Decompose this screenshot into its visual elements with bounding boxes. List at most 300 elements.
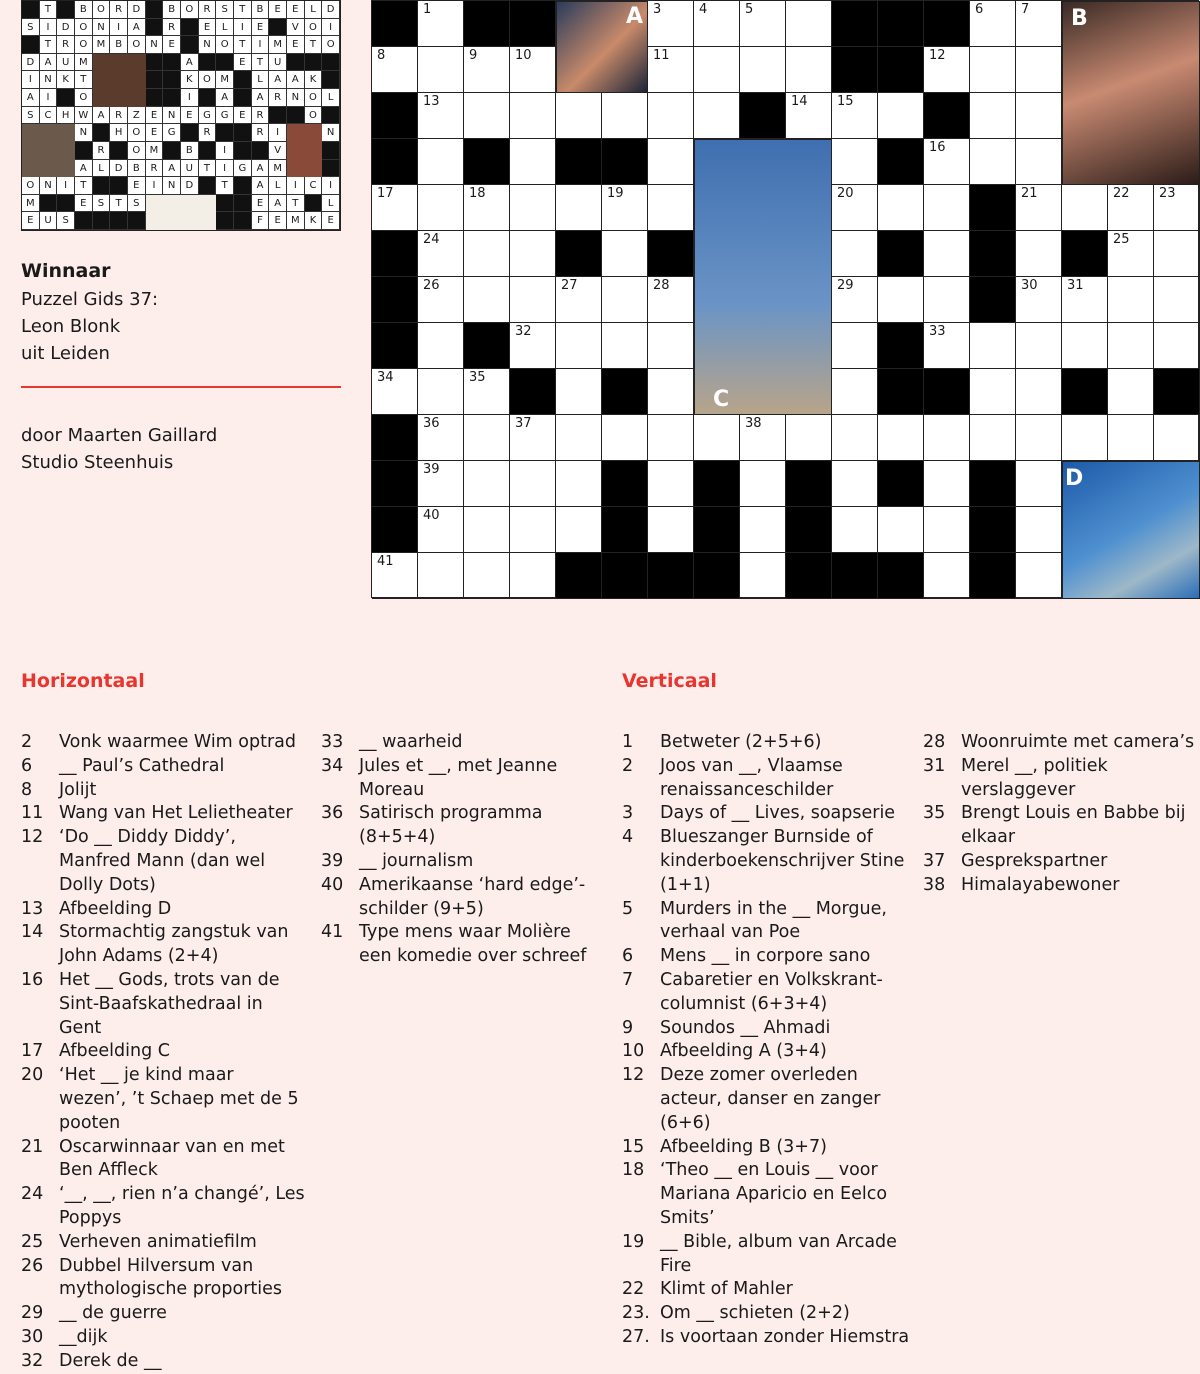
grid-cell[interactable] [418, 139, 464, 185]
solution-black-cell [322, 54, 340, 72]
grid-cell[interactable] [556, 93, 602, 139]
grid-cell[interactable] [1062, 323, 1108, 369]
grid-cell[interactable] [1016, 323, 1062, 369]
solution-cell: M [287, 212, 305, 230]
clue-item-number: 28 [923, 732, 946, 752]
grid-cell[interactable] [924, 231, 970, 277]
grid-cell[interactable] [786, 415, 832, 461]
grid-cell[interactable] [970, 1, 1016, 47]
grid-cell[interactable] [740, 461, 786, 507]
clue-number: 3 [653, 2, 662, 17]
solution-cell: L [93, 160, 111, 178]
grid-cell[interactable] [1108, 415, 1154, 461]
grid-cell[interactable] [648, 47, 694, 93]
clue-item-text: Stormachtig zangstuk van John Adams (2+4) [59, 922, 289, 967]
solution-cell: M [269, 36, 287, 54]
winner-line: uit Leiden [21, 343, 110, 364]
grid-cell[interactable] [510, 277, 556, 323]
solution-black-cell [146, 89, 164, 107]
black-cell [786, 553, 832, 599]
solution-photo [93, 54, 146, 107]
grid-cell[interactable] [510, 323, 556, 369]
grid-cell[interactable] [556, 185, 602, 231]
grid-cell[interactable] [740, 553, 786, 599]
solution-cell: T [305, 36, 323, 54]
grid-cell[interactable] [924, 553, 970, 599]
clue-item-text: ‘__, __, rien n’a changé’, Les Poppys [59, 1184, 305, 1228]
grid-cell[interactable] [464, 415, 510, 461]
clue-item-number: 12 [21, 827, 44, 848]
solution-cell: T [252, 54, 270, 72]
grid-cell[interactable] [1016, 139, 1062, 185]
clue-item-text: Betweter (2+5+6) [660, 732, 822, 752]
grid-cell[interactable] [556, 507, 602, 553]
grid-cell[interactable] [648, 323, 694, 369]
grid-cell[interactable] [1108, 277, 1154, 323]
clue-item [21, 1350, 306, 1374]
solution-cell: M [269, 160, 287, 178]
clue-item [321, 755, 591, 803]
grid-cell[interactable] [648, 507, 694, 553]
grid-cell[interactable] [1016, 231, 1062, 277]
black-cell [372, 231, 418, 277]
grid-cell[interactable] [418, 323, 464, 369]
grid-cell[interactable] [464, 185, 510, 231]
grid-cell[interactable] [832, 461, 878, 507]
solution-black-cell [305, 195, 323, 213]
grid-cell[interactable] [1108, 323, 1154, 369]
grid-cell[interactable] [464, 507, 510, 553]
clue-item-number: 35 [923, 803, 946, 824]
clue-item-text: Woonruimte met camera’s [961, 732, 1195, 752]
solution-cell: K [181, 71, 199, 89]
clue-number: 10 [515, 48, 532, 63]
solution-cell: N [40, 177, 58, 195]
clue-item-text: Gesprekspartner [961, 850, 1108, 871]
grid-cell[interactable] [878, 277, 924, 323]
solution-cell: E [128, 177, 146, 195]
solution-cell: O [93, 1, 111, 19]
clues-horizontaal-col2 [321, 731, 591, 969]
grid-cell[interactable] [510, 185, 556, 231]
grid-cell[interactable] [464, 93, 510, 139]
clue-item [622, 731, 912, 755]
grid-cell[interactable] [970, 139, 1016, 185]
grid-cell[interactable] [510, 47, 556, 93]
clue-item-text: Amerikaanse ‘hard edge’-schilder (9+5) [359, 874, 586, 919]
grid-cell[interactable] [372, 47, 418, 93]
grid-cell[interactable] [648, 415, 694, 461]
solution-cell: A [22, 89, 40, 107]
grid-cell[interactable] [1062, 415, 1108, 461]
solution-cell: N [199, 36, 217, 54]
solution-cell: O [322, 36, 340, 54]
grid-cell[interactable] [832, 323, 878, 369]
clue-number: 11 [653, 48, 670, 63]
black-cell [970, 461, 1016, 507]
clue-item-text: Oscarwinnaar van en met Ben Affleck [59, 1136, 285, 1181]
clue-item-number: 30 [21, 1326, 44, 1347]
grid-cell[interactable] [418, 47, 464, 93]
solution-black-cell [22, 1, 40, 19]
grid-cell[interactable] [418, 369, 464, 415]
grid-cell[interactable] [832, 139, 878, 185]
solution-black-cell [269, 107, 287, 125]
black-cell [556, 139, 602, 185]
photo-label: C [713, 387, 730, 412]
grid-cell[interactable] [648, 461, 694, 507]
grid-cell[interactable] [648, 369, 694, 415]
grid-cell[interactable] [1016, 47, 1062, 93]
clue-item-number: 13 [21, 898, 44, 919]
solution-cell: O [128, 124, 146, 142]
grid-cell[interactable] [924, 461, 970, 507]
grid-cell[interactable] [648, 185, 694, 231]
clue-number: 31 [1067, 278, 1084, 293]
clue-item-number: 6 [21, 755, 33, 776]
grid-cell[interactable] [970, 415, 1016, 461]
grid-cell[interactable] [510, 231, 556, 277]
grid-cell[interactable] [924, 415, 970, 461]
grid-cell[interactable] [1108, 231, 1154, 277]
grid-cell[interactable] [1062, 185, 1108, 231]
solution-cell: R [110, 1, 128, 19]
black-cell [878, 1, 924, 47]
grid-cell[interactable] [786, 1, 832, 47]
grid-cell[interactable] [602, 415, 648, 461]
grid-cell[interactable] [602, 277, 648, 323]
solution-cell: E [146, 107, 164, 125]
grid-cell[interactable] [832, 369, 878, 415]
grid-cell[interactable] [510, 553, 556, 599]
black-cell [924, 1, 970, 47]
solution-cell: A [252, 177, 270, 195]
solution-cell: S [22, 107, 40, 125]
clue-item-number: 7 [622, 969, 634, 990]
solution-cell: E [163, 36, 181, 54]
grid-cell[interactable] [510, 139, 556, 185]
clue-item [923, 802, 1200, 850]
grid-cell[interactable] [418, 415, 464, 461]
previous-puzzle-solution [21, 0, 341, 231]
grid-cell[interactable] [924, 507, 970, 553]
grid-cell[interactable] [556, 415, 602, 461]
solution-cell: E [146, 124, 164, 142]
black-cell [694, 507, 740, 553]
solution-cell: M [22, 195, 40, 213]
grid-cell[interactable] [924, 277, 970, 323]
grid-cell[interactable] [832, 93, 878, 139]
grid-cell[interactable] [602, 185, 648, 231]
grid-cell[interactable] [556, 369, 602, 415]
heading-horizontaal: Horizontaal [21, 670, 145, 692]
solution-black-cell [252, 142, 270, 160]
grid-cell[interactable] [1016, 553, 1062, 599]
clue-number: 7 [1021, 2, 1030, 17]
solution-cell: R [57, 36, 75, 54]
clue-item-text: Deze zomer overleden acteur, danser en zanger (6+6) [660, 1065, 881, 1133]
solution-cell: S [93, 195, 111, 213]
solution-cell: K [57, 71, 75, 89]
grid-cell[interactable] [1154, 277, 1200, 323]
clue-number: 32 [515, 324, 532, 339]
solution-cell: I [110, 19, 128, 37]
grid-cell[interactable] [510, 415, 556, 461]
grid-cell[interactable] [970, 93, 1016, 139]
grid-cell[interactable] [510, 507, 556, 553]
winner-title: Winnaar [21, 260, 111, 282]
grid-cell[interactable] [694, 1, 740, 47]
black-cell [648, 231, 694, 277]
clue-item [622, 898, 912, 946]
grid-cell[interactable] [1154, 323, 1200, 369]
grid-cell[interactable] [832, 277, 878, 323]
grid-cell[interactable] [464, 231, 510, 277]
solution-cell: I [216, 160, 234, 178]
grid-cell[interactable] [1154, 415, 1200, 461]
solution-cell: T [199, 160, 217, 178]
grid-cell[interactable] [740, 507, 786, 553]
grid-cell[interactable] [1016, 185, 1062, 231]
grid-cell[interactable] [648, 139, 694, 185]
solution-cell: G [216, 107, 234, 125]
black-cell [878, 553, 924, 599]
photo-label: D [1065, 466, 1084, 491]
clue-item [622, 802, 912, 826]
clue-item [21, 755, 306, 779]
grid-cell[interactable] [648, 93, 694, 139]
solution-cell: R [199, 124, 217, 142]
clue-item-number: 25 [21, 1231, 44, 1252]
grid-cell[interactable] [832, 185, 878, 231]
solution-cell: I [234, 19, 252, 37]
clue-number: 25 [1113, 232, 1130, 247]
solution-black-cell [128, 212, 146, 230]
grid-cell[interactable] [1154, 185, 1200, 231]
grid-cell[interactable] [1108, 185, 1154, 231]
black-cell [464, 139, 510, 185]
grid-cell[interactable] [372, 369, 418, 415]
clue-item-number: 27. [622, 1326, 650, 1347]
grid-cell[interactable] [418, 507, 464, 553]
grid-cell[interactable] [924, 47, 970, 93]
grid-cell[interactable] [970, 369, 1016, 415]
solution-cell: H [110, 124, 128, 142]
solution-black-cell [181, 19, 199, 37]
solution-black-cell [216, 54, 234, 72]
grid-cell[interactable] [464, 461, 510, 507]
clue-item [622, 1064, 912, 1135]
clue-number: 4 [699, 2, 708, 17]
clue-item [21, 1326, 306, 1350]
solution-cell: Z [128, 107, 146, 125]
clue-item [21, 1302, 306, 1326]
clue-item-number: 9 [622, 1017, 634, 1038]
clue-item-number: 18 [622, 1160, 645, 1181]
grid-cell[interactable] [1016, 1, 1062, 47]
grid-cell[interactable] [740, 47, 786, 93]
solution-cell: E [287, 1, 305, 19]
solution-black-cell [234, 177, 252, 195]
grid-cell[interactable] [418, 93, 464, 139]
grid-cell[interactable] [924, 323, 970, 369]
grid-cell[interactable] [694, 415, 740, 461]
grid-cell[interactable] [832, 231, 878, 277]
clue-item [622, 1302, 912, 1326]
grid-cell[interactable] [464, 553, 510, 599]
clue-item-text: Days of __ Lives, soapserie [660, 803, 896, 824]
clue-item [21, 898, 306, 922]
solution-cell: U [269, 54, 287, 72]
solution-black-cell [57, 89, 75, 107]
grid-cell[interactable] [602, 323, 648, 369]
clue-number: 29 [837, 278, 854, 293]
clue-number: 27 [561, 278, 578, 293]
grid-cell[interactable] [878, 185, 924, 231]
solution-black-cell [199, 142, 217, 160]
black-cell [602, 507, 648, 553]
black-cell [786, 461, 832, 507]
clue-item-number: 3 [622, 803, 634, 824]
grid-cell[interactable] [418, 1, 464, 47]
grid-cell[interactable] [694, 93, 740, 139]
solution-cell: E [252, 195, 270, 213]
clue-item [21, 1064, 306, 1135]
grid-cell[interactable] [1154, 231, 1200, 277]
grid-cell[interactable] [832, 415, 878, 461]
clue-item [21, 1040, 306, 1064]
grid-cell[interactable] [1016, 369, 1062, 415]
solution-black-cell [146, 71, 164, 89]
grid-cell[interactable] [510, 93, 556, 139]
clue-number: 5 [745, 2, 754, 17]
grid-cell[interactable] [556, 461, 602, 507]
clue-item-text: Het __ Gods, trots van de Sint-Baafskathedraal in Gent [59, 969, 280, 1038]
grid-cell[interactable] [464, 369, 510, 415]
solution-cell: A [287, 71, 305, 89]
clue-number: 37 [515, 416, 532, 431]
solution-cell: C [40, 107, 58, 125]
solution-cell: O [128, 36, 146, 54]
clue-item [923, 850, 1200, 874]
clue-item [321, 802, 591, 850]
solution-cell: D [322, 1, 340, 19]
clue-number: 35 [469, 370, 486, 385]
solution-cell: B [75, 1, 93, 19]
solution-black-cell [199, 177, 217, 195]
clue-item-text: Derek de __ [59, 1350, 162, 1371]
clue-number: 22 [1113, 186, 1130, 201]
grid-cell[interactable] [372, 553, 418, 599]
grid-cell[interactable] [832, 507, 878, 553]
clue-item-text: Jules et __, met Jeanne Moreau [359, 755, 558, 800]
grid-cell[interactable] [602, 231, 648, 277]
grid-cell[interactable] [556, 277, 602, 323]
grid-cell[interactable] [418, 553, 464, 599]
grid-cell[interactable] [970, 47, 1016, 93]
grid-cell[interactable] [1016, 415, 1062, 461]
grid-cell[interactable] [1016, 277, 1062, 323]
grid-cell[interactable] [1062, 277, 1108, 323]
solution-cell: U [40, 212, 58, 230]
grid-cell[interactable] [418, 185, 464, 231]
solution-cell: E [322, 212, 340, 230]
solution-cell: V [287, 19, 305, 37]
grid-cell[interactable] [1016, 507, 1062, 553]
grid-cell[interactable] [740, 415, 786, 461]
grid-cell[interactable] [372, 185, 418, 231]
grid-cell[interactable] [970, 323, 1016, 369]
solution-cell: B [110, 36, 128, 54]
grid-cell[interactable] [786, 93, 832, 139]
grid-cell[interactable] [878, 507, 924, 553]
solution-cell: N [322, 124, 340, 142]
grid-cell[interactable] [464, 47, 510, 93]
clue-item [622, 945, 912, 969]
grid-cell[interactable] [510, 461, 556, 507]
solution-black-cell [216, 124, 234, 142]
grid-cell[interactable] [648, 277, 694, 323]
credit-author: door Maarten Gaillard [21, 425, 218, 446]
grid-cell[interactable] [556, 323, 602, 369]
clue-item-number: 14 [21, 922, 44, 943]
solution-cell: I [216, 142, 234, 160]
grid-cell[interactable] [924, 139, 970, 185]
grid-cell[interactable] [602, 93, 648, 139]
solution-cell: L [322, 89, 340, 107]
clue-number: 23 [1159, 186, 1176, 201]
grid-cell[interactable] [418, 277, 464, 323]
solution-black-cell [110, 177, 128, 195]
solution-cell: A [128, 19, 146, 37]
grid-cell[interactable] [1016, 93, 1062, 139]
grid-cell[interactable] [786, 47, 832, 93]
solution-cell: I [40, 19, 58, 37]
black-cell [1154, 369, 1200, 415]
solution-cell: M [75, 54, 93, 72]
clue-number: 9 [469, 48, 478, 63]
clue-item [923, 731, 1200, 755]
grid-cell[interactable] [878, 415, 924, 461]
clue-item-text: Vonk waarmee Wim optrad [59, 732, 296, 752]
black-cell [970, 231, 1016, 277]
grid-cell[interactable] [1108, 369, 1154, 415]
grid-cell[interactable] [740, 1, 786, 47]
clue-item-number: 10 [622, 1041, 645, 1062]
clue-item [622, 1231, 912, 1279]
clue-item-text: Satirisch programma (8+5+4) [359, 803, 543, 848]
credits [21, 422, 217, 476]
solution-black-cell [216, 195, 234, 213]
solution-cell: O [22, 177, 40, 195]
solution-black-cell [163, 89, 181, 107]
grid-cell[interactable] [418, 231, 464, 277]
grid-cell[interactable] [1016, 461, 1062, 507]
clue-number: 20 [837, 186, 854, 201]
grid-cell[interactable] [694, 47, 740, 93]
grid-cell[interactable] [878, 93, 924, 139]
solution-black-cell [287, 107, 305, 125]
clue-item-number: 4 [622, 827, 634, 848]
grid-cell[interactable] [648, 1, 694, 47]
clue-item-number: 41 [321, 922, 344, 943]
black-cell [878, 231, 924, 277]
grid-cell[interactable] [464, 277, 510, 323]
solution-cell: O [305, 107, 323, 125]
black-cell [970, 185, 1016, 231]
grid-cell[interactable] [418, 461, 464, 507]
grid-cell[interactable] [924, 185, 970, 231]
